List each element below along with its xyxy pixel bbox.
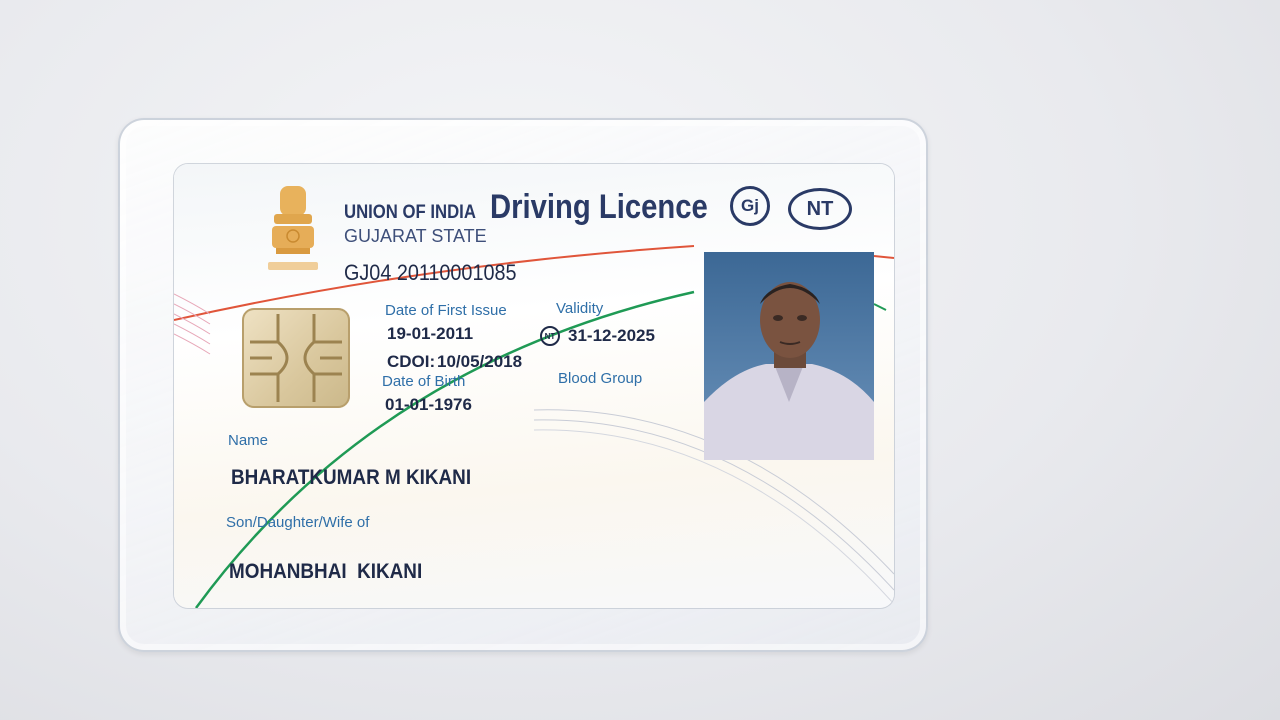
blood-group-label: Blood Group bbox=[558, 370, 643, 387]
cdoi-value: 10/05/2018 bbox=[437, 352, 523, 371]
relation-name: MOHANBHAI KIKANI bbox=[229, 560, 423, 583]
red-security-line-end bbox=[874, 256, 894, 258]
ashoka-emblem bbox=[266, 184, 320, 276]
validity-value: 31-12-2025 bbox=[568, 326, 655, 345]
holder-photo bbox=[704, 252, 874, 460]
first-issue-label: Date of First Issue bbox=[385, 302, 507, 319]
card-title: Driving Licence bbox=[490, 188, 708, 226]
driving-licence-card bbox=[174, 164, 894, 608]
issuer-state: GUJARAT STATE bbox=[344, 226, 487, 246]
dob-label: Date of Birth bbox=[382, 373, 466, 390]
holder-name: BHARATKUMAR M KIKANI bbox=[231, 466, 472, 489]
nt-badge-icon: NT bbox=[788, 188, 852, 230]
first-issue-value: 19-01-2011 bbox=[387, 324, 474, 343]
name-label: Name bbox=[228, 432, 269, 449]
green-security-line-end bbox=[874, 304, 886, 310]
validity-label: Validity bbox=[556, 300, 604, 317]
pink-guilloche bbox=[174, 294, 210, 354]
nt-small-icon: NT bbox=[540, 326, 560, 346]
relation-label: Son/Daughter/Wife of bbox=[226, 514, 370, 531]
cdoi-label: CDOI: bbox=[387, 352, 436, 371]
dob-value: 01-01-1976 bbox=[385, 395, 472, 414]
issuer-union: UNION OF INDIA bbox=[344, 202, 476, 223]
licence-number: GJ04 20110001085 bbox=[344, 260, 517, 285]
gj-badge-icon: Gj bbox=[730, 186, 770, 226]
smart-chip bbox=[242, 308, 350, 408]
